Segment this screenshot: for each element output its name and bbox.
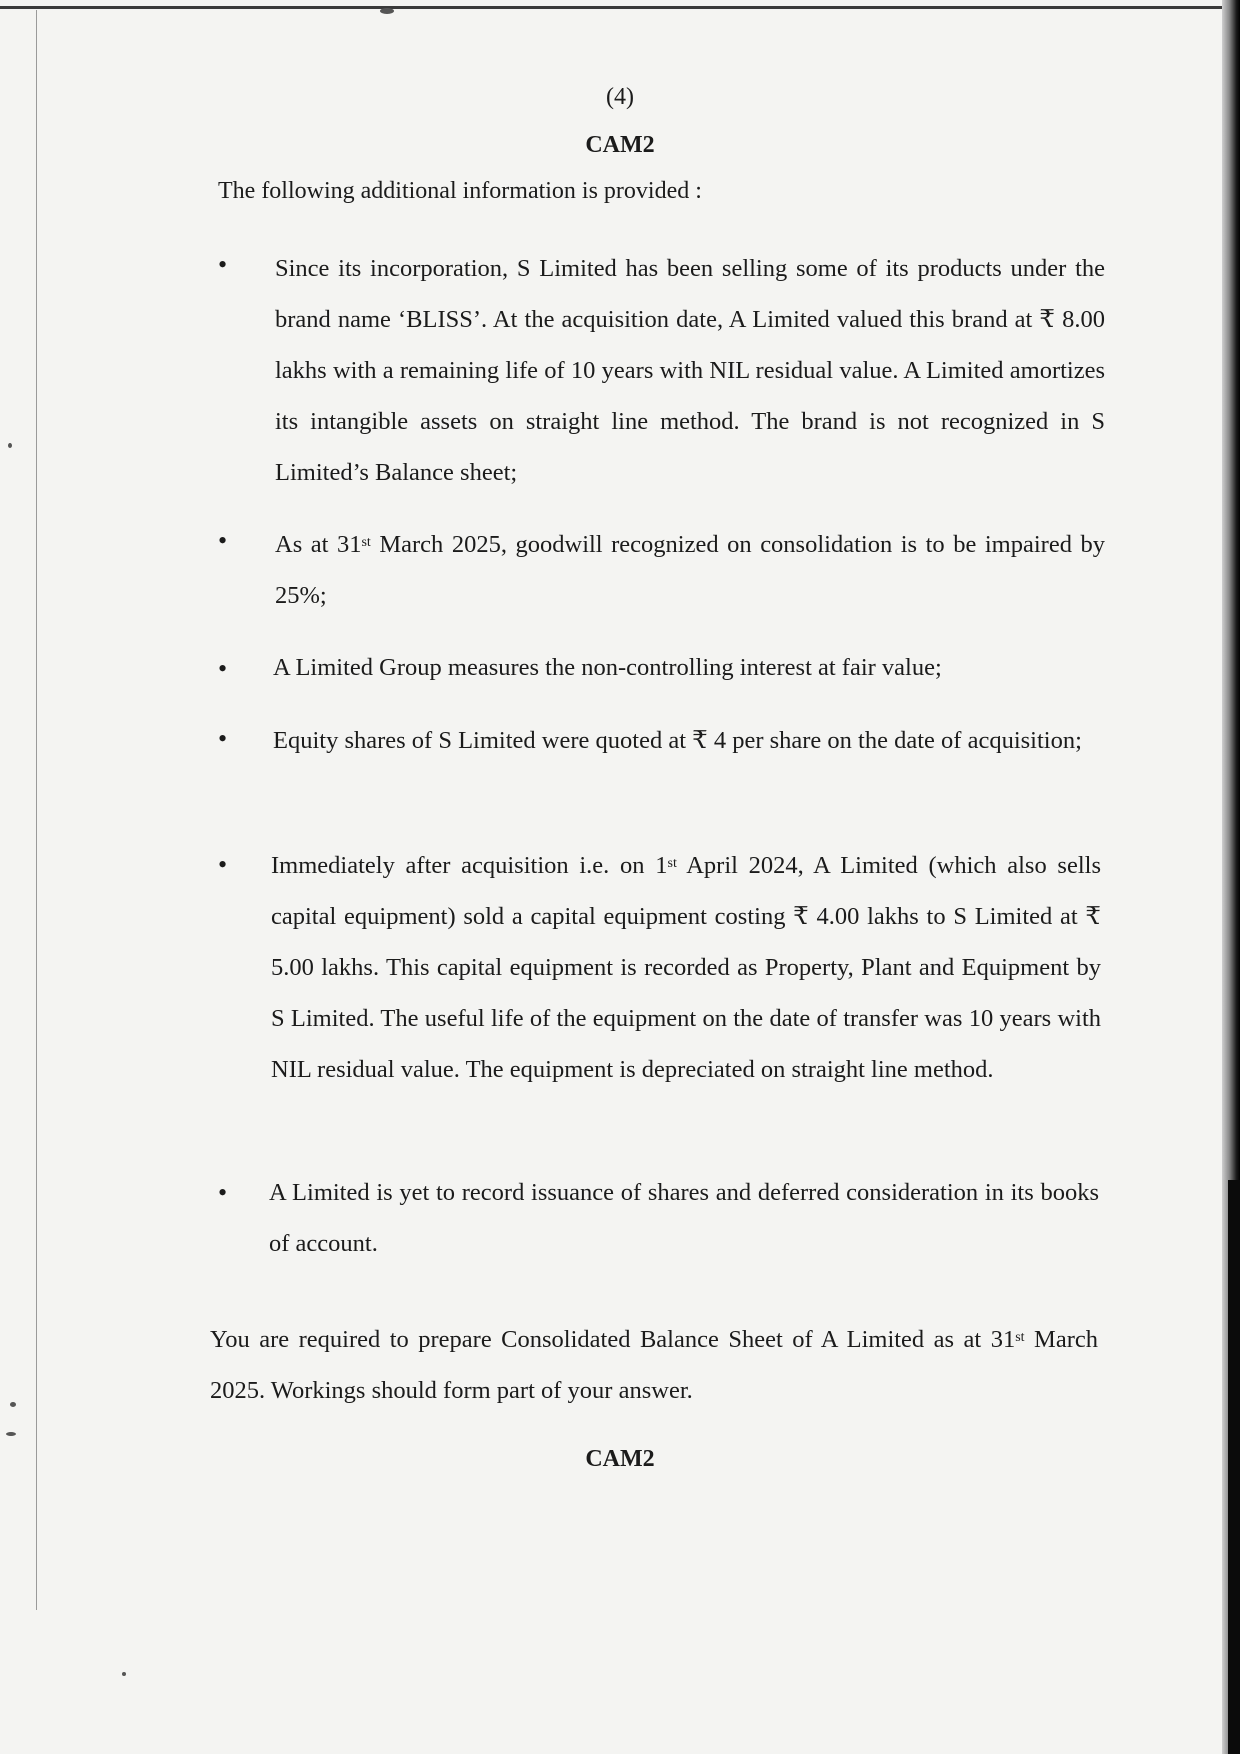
- closing-instruction: [210, 1314, 1098, 1416]
- scan-speck: [6, 1432, 16, 1436]
- paper-code-header: CAM2: [585, 132, 655, 158]
- page-number: (4): [606, 84, 634, 110]
- intro-text: The following additional information is provided :: [218, 178, 702, 204]
- bullet-icon: •: [218, 526, 228, 555]
- scan-speck: [380, 8, 394, 14]
- scan-top-edge: [0, 6, 1240, 9]
- bullet-text: March 2025, goodwill recognized on consolidation is to be impaired by 25%;: [275, 531, 1105, 609]
- paper-code-footer: CAM2: [585, 1446, 655, 1472]
- bullet-text: Immediately after acquisition i.e. on 1: [271, 852, 668, 879]
- bullet-item-share-price: Equity shares of S Limited were quoted at ₹ 4 per share on the date of acquisition;: [273, 727, 1082, 754]
- bullet-item-goodwill: [275, 519, 1105, 621]
- bullet-icon: •: [218, 850, 228, 879]
- scan-speck: [8, 443, 12, 448]
- scan-left-edge: [36, 10, 37, 1610]
- bullet-item-shares-record: A Limited is yet to record issuance of shares and deferred consideration in its books of account.: [269, 1179, 1099, 1257]
- scan-speck: [10, 1402, 16, 1407]
- bullet-text: April 2024, A Limited (which also sells capital equipment) sold a capital equipment costing ₹ 4.00 lakhs to S Limited at ₹ 5.00 lakhs. This capital equipment is recorded as Property, Plant and Equipment by S Limited. The useful life of the equipment on the date of transfer was 10 years with NIL residual value. The equipment is depreciated on straight line method.: [271, 852, 1101, 1083]
- bullet-item-capital-equipment: [271, 840, 1101, 1095]
- bullet-icon: •: [218, 250, 228, 279]
- ordinal-suffix: st: [361, 535, 371, 550]
- bullet-icon: •: [218, 654, 228, 683]
- bullet-text: As at 31: [275, 531, 362, 558]
- bullet-item-nci: A Limited Group measures the non-controlling interest at fair value;: [273, 654, 942, 681]
- scan-speck: [122, 1672, 126, 1676]
- bullet-item-brand: Since its incorporation, S Limited has been selling some of its products under the brand name ‘BLISS’. At the acquisition date, A Limited valued this brand at ₹ 8.00 lakhs with a remaining life of 10 years with NIL residual value. A Limited amortizes its intangible assets on straight line method. The brand is not recognized in S Limited’s Balance sheet;: [275, 255, 1105, 486]
- ordinal-suffix: st: [1015, 1329, 1025, 1345]
- closing-text: You are required to prepare Consolidated Balance Sheet of A Limited as at 31: [210, 1325, 1016, 1353]
- closing-text: March 2025. Workings should form part of your answer.: [210, 1325, 1098, 1404]
- bullet-icon: •: [218, 724, 228, 753]
- ordinal-suffix: st: [667, 856, 677, 871]
- bullet-icon: •: [218, 1178, 228, 1207]
